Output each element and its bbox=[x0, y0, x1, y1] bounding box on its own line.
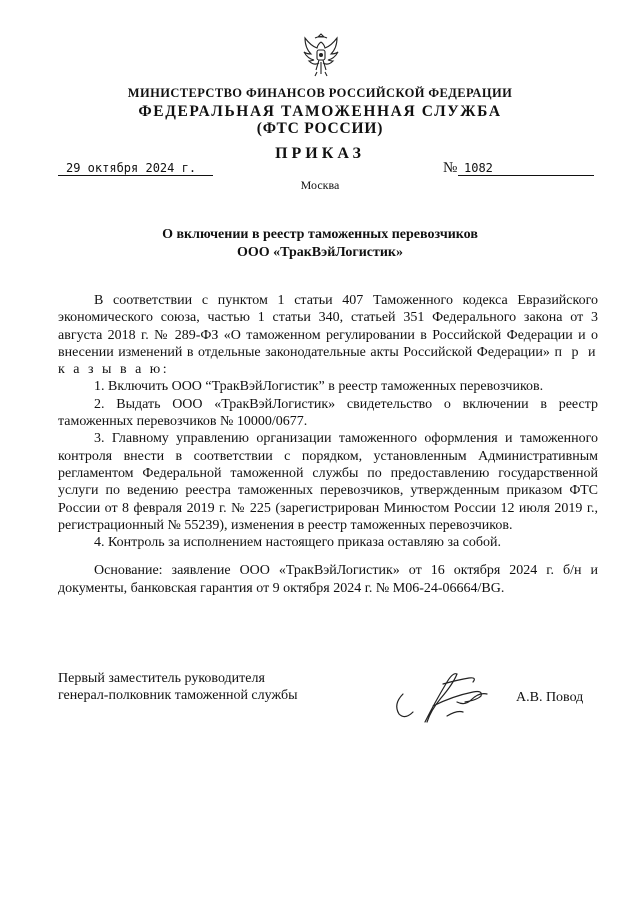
signatory-name: А.В. Повод bbox=[516, 690, 584, 705]
document-title-line2: ООО «ТракВэйЛогистик» bbox=[236, 245, 403, 260]
ministry-name: МИНИСТЕРСТВО ФИНАНСОВ РОССИЙСКОЙ ФЕДЕРАЦИИ bbox=[127, 86, 513, 100]
number-sign: № bbox=[443, 160, 458, 176]
order-item-3: 3. Главному управлению организации таможенного оформления и таможенного контроля внести в соответствии с порядком, установленным Административным регламентом Федеральной таможенной службы по предоставлению государственной услуги по ведению реестра таможенных перевозчиков, утвержденным приказом ФТС России от 8 февраля 2019 г. № 225 (зарегистрирован Минюстом России 12 июля 2019 г., регистрационный № 55239), изменения в реестр таможенных перевозчиков. bbox=[58, 431, 598, 533]
preamble-paragraph bbox=[58, 292, 598, 378]
signatory-position-line1: Первый заместитель руководителя bbox=[58, 671, 265, 686]
order-item-1: 1. Включить ООО “ТракВэйЛогистик” в реестр таможенных перевозчиков. bbox=[94, 379, 544, 395]
city: Москва bbox=[300, 178, 340, 192]
basis-paragraph: Основание: заявление ООО «ТракВэйЛогистик» от 16 октября 2024 г. б/н и документы, банковская гарантия от 9 октября 2024 г. № М06-24-06664/BG. bbox=[58, 563, 598, 596]
document-type: ПРИКАЗ bbox=[275, 145, 365, 162]
order-date: 29 октября 2024 г. bbox=[58, 161, 213, 176]
order-number: 1082 bbox=[458, 161, 594, 176]
order-item-4: 4. Контроль за исполнением настоящего приказа оставляю за собой. bbox=[94, 535, 502, 551]
order-body bbox=[58, 292, 598, 597]
preamble-text: В соответствии с пунктом 1 статьи 407 Таможенного кодекса Евразийского экономического союза, частью 1 статьи 340, статьей 351 Федерального закона от 3 августа 2018 г. № 289-ФЗ «О таможенном регулировании в Российской Федерации и о внесении изменений в отдельные законодательные акты Российской Федерации» bbox=[58, 293, 598, 360]
agency-name: ФЕДЕРАЛЬНАЯ ТАМОЖЕННАЯ СЛУЖБА bbox=[138, 103, 502, 120]
handwritten-signature bbox=[385, 666, 505, 736]
signatory-position bbox=[58, 670, 297, 704]
signatory-position-line2: генерал-полковник таможенной службы bbox=[58, 688, 298, 703]
document-title-line1: О включении в реестр таможенных перевозчиков bbox=[162, 227, 478, 242]
agency-short-name: (ФТС РОССИИ) bbox=[256, 120, 384, 137]
order-word: п р и к а з ы в а ю: bbox=[58, 344, 599, 378]
order-item-2: 2. Выдать ООО «ТракВэйЛогистик» свидетельство о включении в реестр таможенных перевозчиков № 10000/0677. bbox=[58, 396, 598, 430]
state-emblem-icon bbox=[301, 30, 341, 80]
